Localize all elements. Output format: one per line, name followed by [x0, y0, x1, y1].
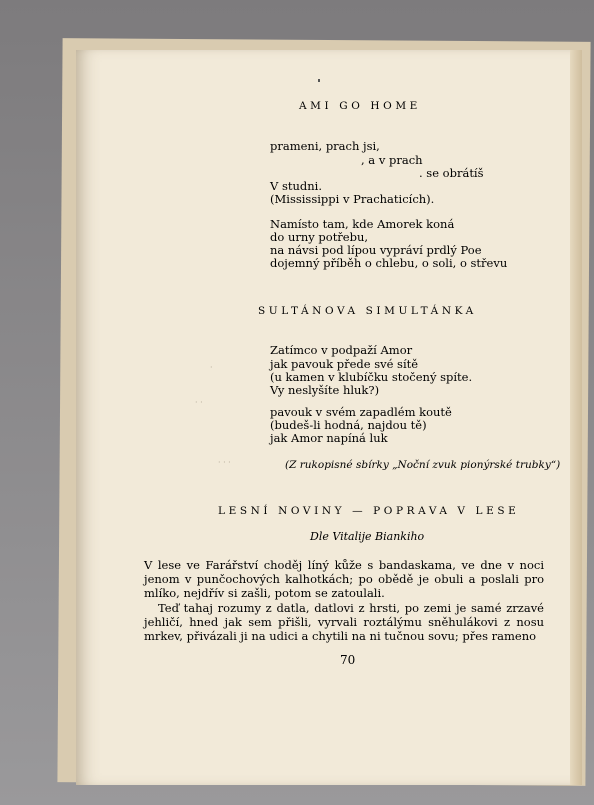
page-number: 70	[340, 653, 356, 667]
poem-line: do urny potřebu,	[270, 230, 369, 244]
poem-line: , a v prach	[361, 153, 423, 167]
poem-line: . se obrátíš	[419, 166, 484, 180]
poem-line: (u kamen v klubíčku stočený spíte.	[270, 370, 473, 384]
poem-line: Zatímco v podpaží Amor	[270, 343, 413, 357]
poem-line: jak pavouk přede své sítě	[270, 357, 419, 371]
poem-line: Namísto tam, kde Amorek koná	[270, 217, 455, 231]
source-note: (Z rukopisné sbírky „Noční zvuk pionýrské trubky“)	[285, 459, 561, 471]
prose-paragraph: V lese ve Farářství choděj líný kůže s bandaskama, ve dne v noci jenom v punčochových kalhotkách; po obědě je obuli a poslali pro mlíko, nejdřív si zašli, potom se zatoulali.	[144, 558, 544, 600]
poem-line: (Mississippi v Prachaticích).	[270, 192, 435, 206]
poem-line: na návsi pod lípou vypráví prdlý Poe	[270, 243, 482, 257]
page-binding	[570, 50, 582, 785]
prose-paragraph: Teď tahaj rozumy z datla, datlovi z hrsti, po zemi je samé zrzavé jehličí, hned jak sem přišli, vyrvali roztálýmu sněhulákovi z nosu mrkev, přivázali ji na udici a chytili na ni tučnou sovu; přes rameno	[144, 601, 544, 643]
heading-lesni-noviny: LESNÍ NOVINY — POPRAVA V LESE	[218, 505, 520, 517]
poem-line: (budeš-li hodná, najdou tě)	[270, 418, 427, 432]
heading-sultanova-simultanka: SULTÁNOVA SIMULTÁNKA	[258, 305, 477, 317]
scan-artifact: · · ·	[218, 458, 231, 467]
scan-artifact: · ·	[195, 398, 203, 407]
poem-line: prameni, prach jsi,	[270, 139, 380, 153]
poem-line: V studni.	[270, 179, 322, 193]
poem-line: jak Amor napíná luk	[270, 431, 388, 445]
poem-line: pavouk v svém zapadlém koutě	[270, 405, 452, 419]
subtitle-author: Dle Vitalije Biankiho	[310, 530, 425, 543]
poem-line: Vy neslyšíte hluk?)	[270, 383, 380, 397]
scan-artifact: ·	[210, 363, 213, 372]
poem-line: dojemný příběh o chlebu, o soli, o střevu	[270, 256, 508, 270]
heading-ami-go-home: AMI GO HOME	[299, 100, 421, 112]
ink-speck	[318, 79, 320, 82]
